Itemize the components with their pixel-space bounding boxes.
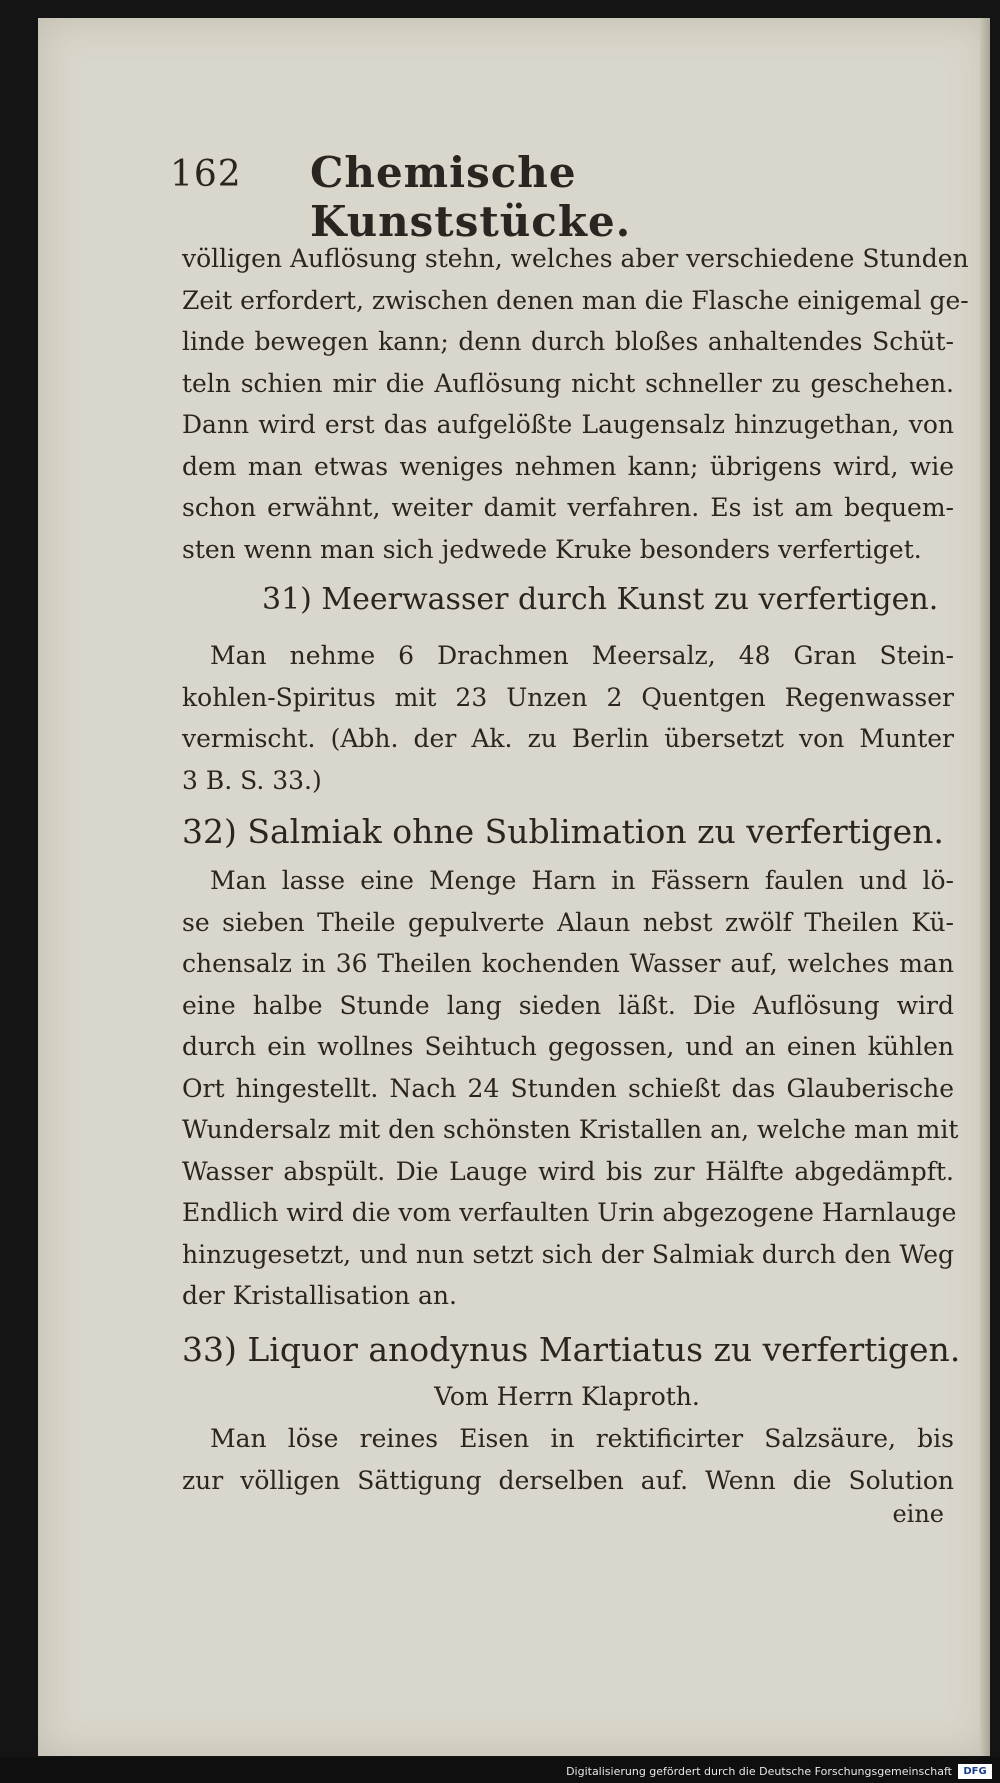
text-line: chensalz in 36 Theilen kochenden Wasser auf, welches man bbox=[182, 949, 954, 978]
section-33-text bbox=[182, 1418, 954, 1501]
text-line: 3 B. S. 33.) bbox=[182, 765, 322, 795]
footer-credit: Digitalisierung gefördert durch die Deutsche Forschungsgemeinschaft bbox=[566, 1765, 952, 1778]
text-line: durch ein wollnes Seihtuch gegossen, und an einen kühlen bbox=[182, 1032, 954, 1061]
text-line: linde bewegen kann; denn durch bloßes anhaltendes Schüt- bbox=[182, 327, 954, 356]
text-line: Man nehme 6 Drachmen Meersalz, 48 Gran Stein- bbox=[210, 641, 954, 670]
text-line: se sieben Theile gepulverte Alaun nebst zwölf Theilen Kü- bbox=[182, 907, 954, 937]
text-line: hinzugesetzt, und nun setzt sich der Salmiak durch den Weg bbox=[182, 1239, 954, 1269]
text-line: Endlich wird die vom verfaulten Urin abgezogene Harnlauge bbox=[182, 1198, 957, 1227]
section-heading-31: 31) Meerwasser durch Kunst zu verfertigen. bbox=[262, 582, 939, 617]
section-heading-33: 33) Liquor anodynus Martiatus zu verfertigen. bbox=[182, 1330, 961, 1369]
text-line: kohlen-Spiritus mit 23 Unzen 2 Quentgen Regenwasser bbox=[182, 682, 954, 712]
text-line: völligen Auflösung stehn, welches aber verschiedene Stunden bbox=[182, 244, 969, 273]
text-line: dem man etwas weniges nehmen kann; übrigens wird, wie bbox=[182, 451, 954, 481]
text-line: vermischt. (Abh. der Ak. zu Berlin übersetzt von Munter bbox=[182, 724, 954, 753]
text-line: Wasser abspült. Die Lauge wird bis zur Hälfte abgedämpft. bbox=[182, 1156, 954, 1186]
text-line: Wundersalz mit den schönsten Kristallen an, welche man mit bbox=[182, 1115, 959, 1144]
section-heading-32: 32) Salmiak ohne Sublimation zu verfertigen. bbox=[182, 812, 944, 851]
paragraph-continuation bbox=[182, 238, 969, 570]
catchword: eine bbox=[892, 1500, 944, 1528]
text-line: Ort hingestellt. Nach 24 Stunden schießt das Glauberische bbox=[182, 1073, 954, 1103]
text-line: Dann wird erst das aufgelößte Laugensalz hinzugethan, von bbox=[182, 410, 954, 439]
text-line: teln schien mir die Auflösung nicht schneller zu geschehen. bbox=[182, 368, 954, 398]
dfg-logo-icon: DFG bbox=[958, 1764, 992, 1779]
text-line: schon erwähnt, weiter damit verfahren. Es ist am bequem- bbox=[182, 493, 954, 522]
section-31-text bbox=[182, 635, 954, 801]
running-title: Chemische Kunststücke. bbox=[310, 148, 632, 246]
text-line: sten wenn man sich jedwede Kruke besonders verfertiget. bbox=[182, 534, 922, 564]
text-line: Zeit erfordert, zwischen denen man die Flasche einigemal ge- bbox=[182, 285, 969, 315]
footer-strip bbox=[0, 1757, 1000, 1783]
text-line: Man lasse eine Menge Harn in Fässern faulen und lö- bbox=[210, 866, 954, 895]
text-line: zur völligen Sättigung derselben auf. Wenn die Solution bbox=[182, 1465, 954, 1495]
section-33-subheading: Vom Herrn Klaproth. bbox=[434, 1382, 700, 1411]
text-line: eine halbe Stunde lang sieden läßt. Die Auflösung wird bbox=[182, 990, 954, 1020]
text-line: Man löse reines Eisen in rektificirter Salzsäure, bis bbox=[210, 1424, 954, 1453]
text-line: der Kristallisation an. bbox=[182, 1281, 457, 1310]
page-header bbox=[170, 148, 870, 246]
section-32-text bbox=[182, 860, 959, 1317]
page-number: 162 bbox=[170, 154, 242, 195]
page-edge bbox=[980, 18, 990, 1756]
